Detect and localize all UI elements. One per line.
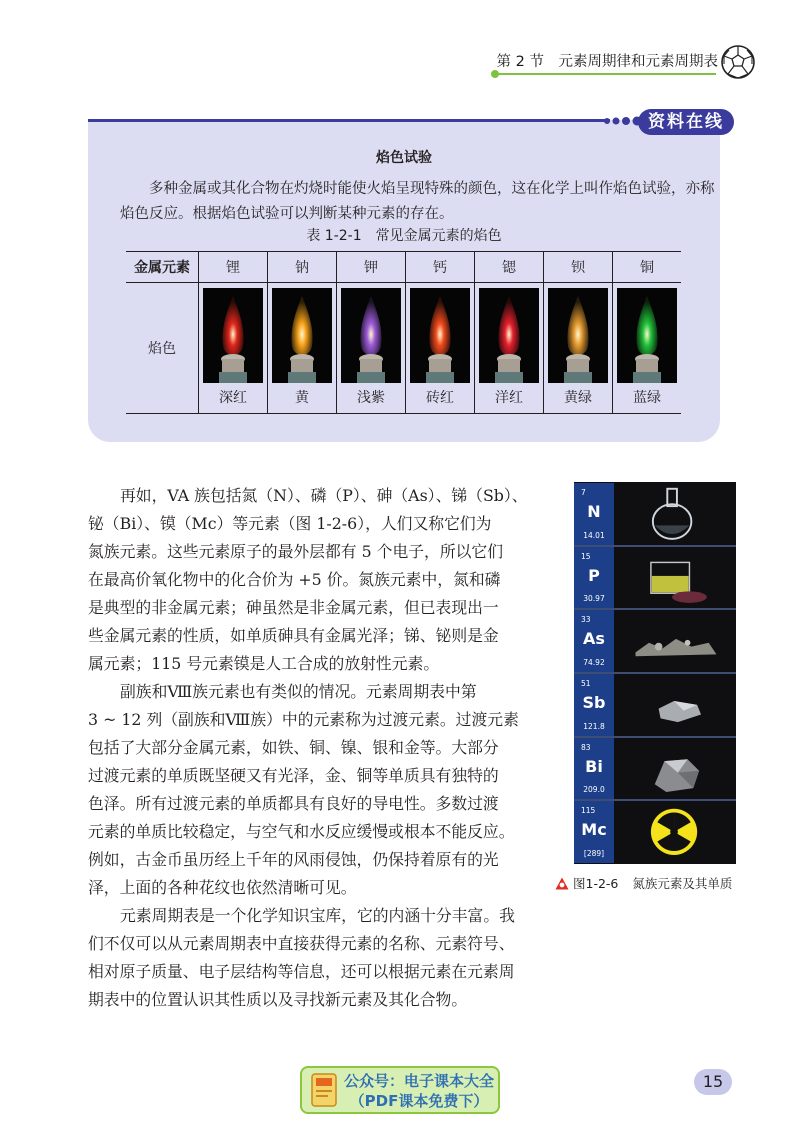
element-cell-p <box>574 547 614 609</box>
table-row-label: 焰色 <box>148 341 176 357</box>
body-paragraph <box>88 902 534 1014</box>
antimony-piece-icon <box>614 674 736 736</box>
table-element-3: 钙 <box>406 252 475 283</box>
text-line: 过渡元素的单质既坚硬又有光泽，金、铜等单质具有独特的 <box>88 766 499 785</box>
element-number: 15 <box>581 551 591 561</box>
figure-row-divider <box>574 608 736 610</box>
flame-photo-icon <box>548 288 608 383</box>
table-caption: 表 1-2-1 常见金属元素的焰色 <box>306 228 502 244</box>
radiation-icon <box>614 801 736 863</box>
nitrogen-group-figure <box>574 482 736 864</box>
figure-caption-text: 氮族元素及其单质 <box>632 876 733 891</box>
watermark-line-1: 公众号：电子课本大全 <box>343 1072 494 1090</box>
flame-color-name: 黄绿 <box>564 390 592 406</box>
header-title: 第 2 节 元素周期律和元素周期表 <box>496 54 718 70</box>
element-mass: 74.92 <box>583 657 605 667</box>
figure-row-divider <box>574 736 736 738</box>
flame-cell <box>199 283 268 414</box>
element-cell-bi <box>574 738 614 800</box>
triangle-marker-icon <box>555 877 569 890</box>
watermark-line-2: （PDF课本免费下） <box>349 1092 489 1110</box>
arsenic-pieces-icon <box>614 610 736 672</box>
text-line: 些金属元素的性质，如单质砷具有金属光泽；锑、铋则是金 <box>88 626 499 645</box>
text-line: 再如，VA 族包括氮（N）、磷（P）、砷（As）、锑（Sb）、 <box>120 486 528 505</box>
table-header-row <box>126 252 681 283</box>
header-rule <box>498 73 716 75</box>
element-mass: 209.0 <box>583 785 605 795</box>
flame-cell <box>475 283 544 414</box>
body-text <box>88 482 534 1014</box>
flame-photo-icon <box>272 288 332 383</box>
element-cell-sb <box>574 674 614 736</box>
element-symbol: N <box>587 502 601 521</box>
element-symbol: Mc <box>581 820 607 840</box>
figure-caption-label: 图1-2-6 <box>573 876 619 891</box>
element-mass: 14.01 <box>583 530 605 540</box>
table-element-5: 钡 <box>544 252 613 283</box>
flame-photo-icon <box>203 288 263 383</box>
table-flame-row <box>126 283 681 414</box>
body-paragraph <box>88 482 534 678</box>
figure-row-divider <box>574 672 736 674</box>
element-mass: [289] <box>583 848 605 858</box>
text-line: 期表中的位置认识其性质以及寻找新元素及其化合物。 <box>88 990 468 1009</box>
table-header-label: 金属元素 <box>126 252 199 283</box>
text-line: 泽，上面的各种花纹也依然清晰可见。 <box>88 878 357 897</box>
watermark-badge <box>300 1066 500 1114</box>
text-line: 铋（Bi）、镆（Mc）等元素（图 1-2-6），人们又称它们为 <box>88 514 492 533</box>
element-number: 115 <box>581 806 596 816</box>
flame-photo-icon <box>341 288 401 383</box>
table-element-6: 铜 <box>613 252 682 283</box>
flame-cell <box>544 283 613 414</box>
figure-row-divider <box>574 545 736 547</box>
phosphorus-beaker-icon <box>614 547 736 609</box>
info-box-paragraph: 多种金属或其化合物在灼烧时能使火焰呈现特殊的颜色，这在化学上叫作焰色试验，亦称焰色反应。根据焰色试验可以判断某种元素的存在。 <box>120 181 715 222</box>
table-element-4: 锶 <box>475 252 544 283</box>
text-line: 们不仅可以从元素周期表中直接获得元素的名称、元素符号、 <box>88 934 515 953</box>
element-number: 83 <box>581 742 591 752</box>
text-line: 副族和Ⅷ族元素也有类似的情况。元素周期表中第 <box>120 682 477 701</box>
element-mass: 121.8 <box>583 721 605 731</box>
text-line: 3 ~ 12 列（副族和Ⅷ族）中的元素称为过渡元素。过渡元素 <box>88 710 519 729</box>
table-element-0: 锂 <box>199 252 268 283</box>
element-cell-mc <box>574 801 614 863</box>
flame-color-name: 砖红 <box>426 390 454 406</box>
flame-color-table <box>126 251 681 414</box>
info-box-title: 焰色试验 <box>376 150 432 166</box>
text-line: 元素的单质比较稳定，与空气和水反应缓慢或根本不能反应。 <box>88 822 515 841</box>
element-cell-as <box>574 610 614 672</box>
text-line: 是典型的非金属元素；砷虽然是非金属元素，但已表现出一 <box>88 598 499 617</box>
flask-icon <box>614 483 736 545</box>
element-mass: 30.97 <box>583 594 605 604</box>
text-line: 例如，古金币虽历经上千年的风雨侵蚀，仍保持着原有的光 <box>88 850 499 869</box>
element-number: 7 <box>581 488 586 497</box>
flame-color-name: 蓝绿 <box>633 390 661 406</box>
flame-cell <box>613 283 682 414</box>
fullerene-ball-icon <box>720 44 756 80</box>
text-line: 属元素；115 号元素镆是人工合成的放射性元素。 <box>88 654 440 673</box>
figure-caption <box>555 874 755 892</box>
bismuth-crystal-icon <box>614 738 736 800</box>
element-symbol: As <box>583 629 605 649</box>
flame-cell <box>406 283 475 414</box>
flame-color-name: 洋红 <box>495 390 523 406</box>
table-element-1: 钠 <box>268 252 337 283</box>
book-icon <box>310 1072 338 1108</box>
text-line: 色泽。所有过渡元素的单质都具有良好的导电性。多数过渡 <box>88 794 499 813</box>
flame-photo-icon <box>410 288 470 383</box>
element-cell-n <box>574 483 614 545</box>
table-element-2: 钾 <box>337 252 406 283</box>
text-line: 包括了大部分金属元素，如铁、铜、镍、银和金等。大部分 <box>88 738 499 757</box>
figure-row-divider <box>574 799 736 801</box>
element-symbol: P <box>588 565 600 585</box>
flame-photo-icon <box>617 288 677 383</box>
element-number: 51 <box>581 679 591 688</box>
flame-cell <box>268 283 337 414</box>
info-banner: 资料在线 <box>638 109 734 135</box>
text-line: 元素周期表是一个化学知识宝库，它的内涵十分丰富。我 <box>120 906 515 925</box>
text-line: 相对原子质量、电子层结构等信息，还可以根据元素在元素周 <box>88 962 515 981</box>
flame-photo-icon <box>479 288 539 383</box>
element-symbol: Sb <box>582 693 606 712</box>
text-line: 氮族元素。这些元素原子的最外层都有 5 个电子，所以它们 <box>88 542 504 561</box>
body-paragraph <box>88 678 534 902</box>
flame-cell <box>337 283 406 414</box>
flame-color-name: 深红 <box>219 390 247 406</box>
flame-color-name: 黄 <box>295 390 309 406</box>
text-line: 在最高价氧化物中的化合价为 +5 价。氮族元素中，氮和磷 <box>88 570 501 589</box>
info-panel-rule <box>88 119 610 122</box>
flame-color-name: 浅紫 <box>357 390 385 406</box>
element-symbol: Bi <box>585 756 603 776</box>
element-number: 33 <box>581 615 591 625</box>
page-number: 15 <box>694 1069 732 1095</box>
